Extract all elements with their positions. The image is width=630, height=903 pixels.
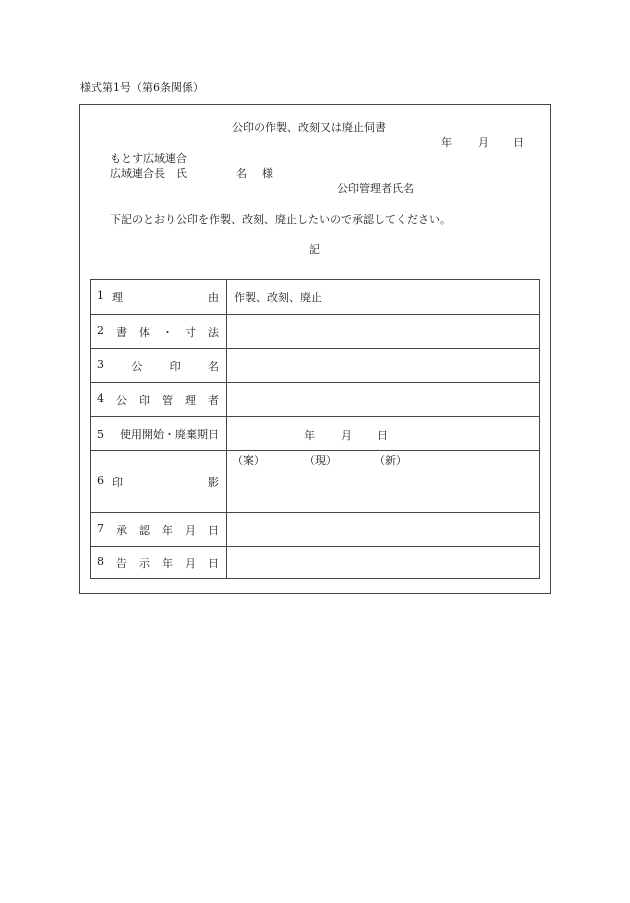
row-label-cell: [91, 417, 227, 450]
label-char: 年: [162, 557, 173, 570]
document-title: 公印の作製、改刻又は廃止伺書: [232, 121, 386, 134]
seal-draft-label: （案）: [232, 454, 265, 467]
row-label-cell: [91, 451, 227, 512]
row-number: 7: [97, 521, 104, 535]
label-char: 年: [162, 523, 173, 537]
table-row: [91, 280, 539, 314]
row-label: [97, 474, 219, 490]
table-row: [91, 450, 539, 512]
label-char: 日: [208, 557, 219, 570]
label-char: 公: [131, 359, 143, 373]
period-month: 月: [341, 429, 352, 442]
label-char: 影: [208, 475, 219, 489]
addressee-honorific: 様: [262, 167, 273, 180]
label-char: 名: [207, 359, 219, 373]
period-day: 日: [377, 429, 388, 442]
label-char: 承: [116, 523, 127, 537]
label-char: 理: [112, 291, 123, 304]
label-char: 体: [139, 325, 150, 339]
row-label-cell: [91, 280, 227, 314]
label-char: 理: [185, 393, 196, 407]
request-text: 下記のとおり公印を作製、改刻、廃止したいので承認してください。: [110, 213, 451, 226]
label-text: 使用開始・廃棄期日: [120, 427, 219, 441]
row-number: 6: [97, 473, 104, 487]
label-char: 月: [185, 557, 196, 570]
row-number: 5: [97, 427, 104, 441]
label-char: 示: [139, 557, 150, 570]
label-char: 管: [162, 393, 173, 407]
table-row: [91, 382, 539, 416]
table-row: [91, 512, 539, 546]
row-label-cell: [91, 349, 227, 382]
label-char: 公: [116, 393, 127, 407]
date-month: 月: [478, 136, 489, 149]
table-row: [91, 348, 539, 382]
label-char: 寸: [185, 325, 196, 339]
table-row: [91, 546, 539, 579]
row-label-cell: [91, 513, 227, 546]
label-char: 印: [169, 359, 181, 373]
label-char: 書: [116, 325, 127, 339]
label-char: 告: [116, 557, 127, 570]
row-number: 3: [97, 357, 104, 371]
ki-heading: 記: [309, 243, 320, 256]
details-table: [90, 279, 540, 579]
row-label: [97, 522, 219, 538]
addressee-org: もとす広域連合: [110, 152, 187, 165]
label-char: 由: [208, 291, 219, 304]
form-number: 様式第1号（第6条関係）: [80, 81, 204, 94]
label-char: 日: [208, 523, 219, 537]
manager-name-label: 公印管理者氏名: [337, 182, 414, 195]
addressee-name-label: 名: [236, 167, 247, 180]
date-day: 日: [513, 136, 524, 149]
row-label: [97, 324, 219, 340]
row-number: 2: [97, 323, 104, 337]
row-label-cell: [91, 315, 227, 348]
row-label: [97, 426, 219, 442]
label-char: 月: [185, 523, 196, 537]
reason-value: 作製、改刻、廃止: [234, 291, 322, 304]
table-row: [91, 416, 539, 450]
label-char: 印: [112, 475, 123, 489]
label-char: ・: [162, 325, 173, 339]
seal-new-label: （新）: [374, 454, 407, 467]
row-label-cell: [91, 547, 227, 579]
row-label: [97, 358, 219, 374]
seal-current-label: （現）: [304, 454, 337, 467]
row-number: 1: [97, 289, 104, 302]
row-label: [97, 555, 219, 571]
row-label: [97, 392, 219, 408]
date-year: 年: [441, 136, 452, 149]
period-year: 年: [304, 429, 315, 442]
label-char: 法: [208, 325, 219, 339]
label-char: 認: [139, 523, 150, 537]
row-label: [97, 289, 219, 305]
row-label-cell: [91, 383, 227, 416]
row-number: 8: [97, 555, 104, 568]
label-char: 者: [208, 393, 219, 407]
label-char: 印: [139, 393, 150, 407]
row-number: 4: [97, 391, 104, 405]
addressee-person: 広域連合長 氏: [110, 167, 187, 180]
table-row: [91, 314, 539, 348]
